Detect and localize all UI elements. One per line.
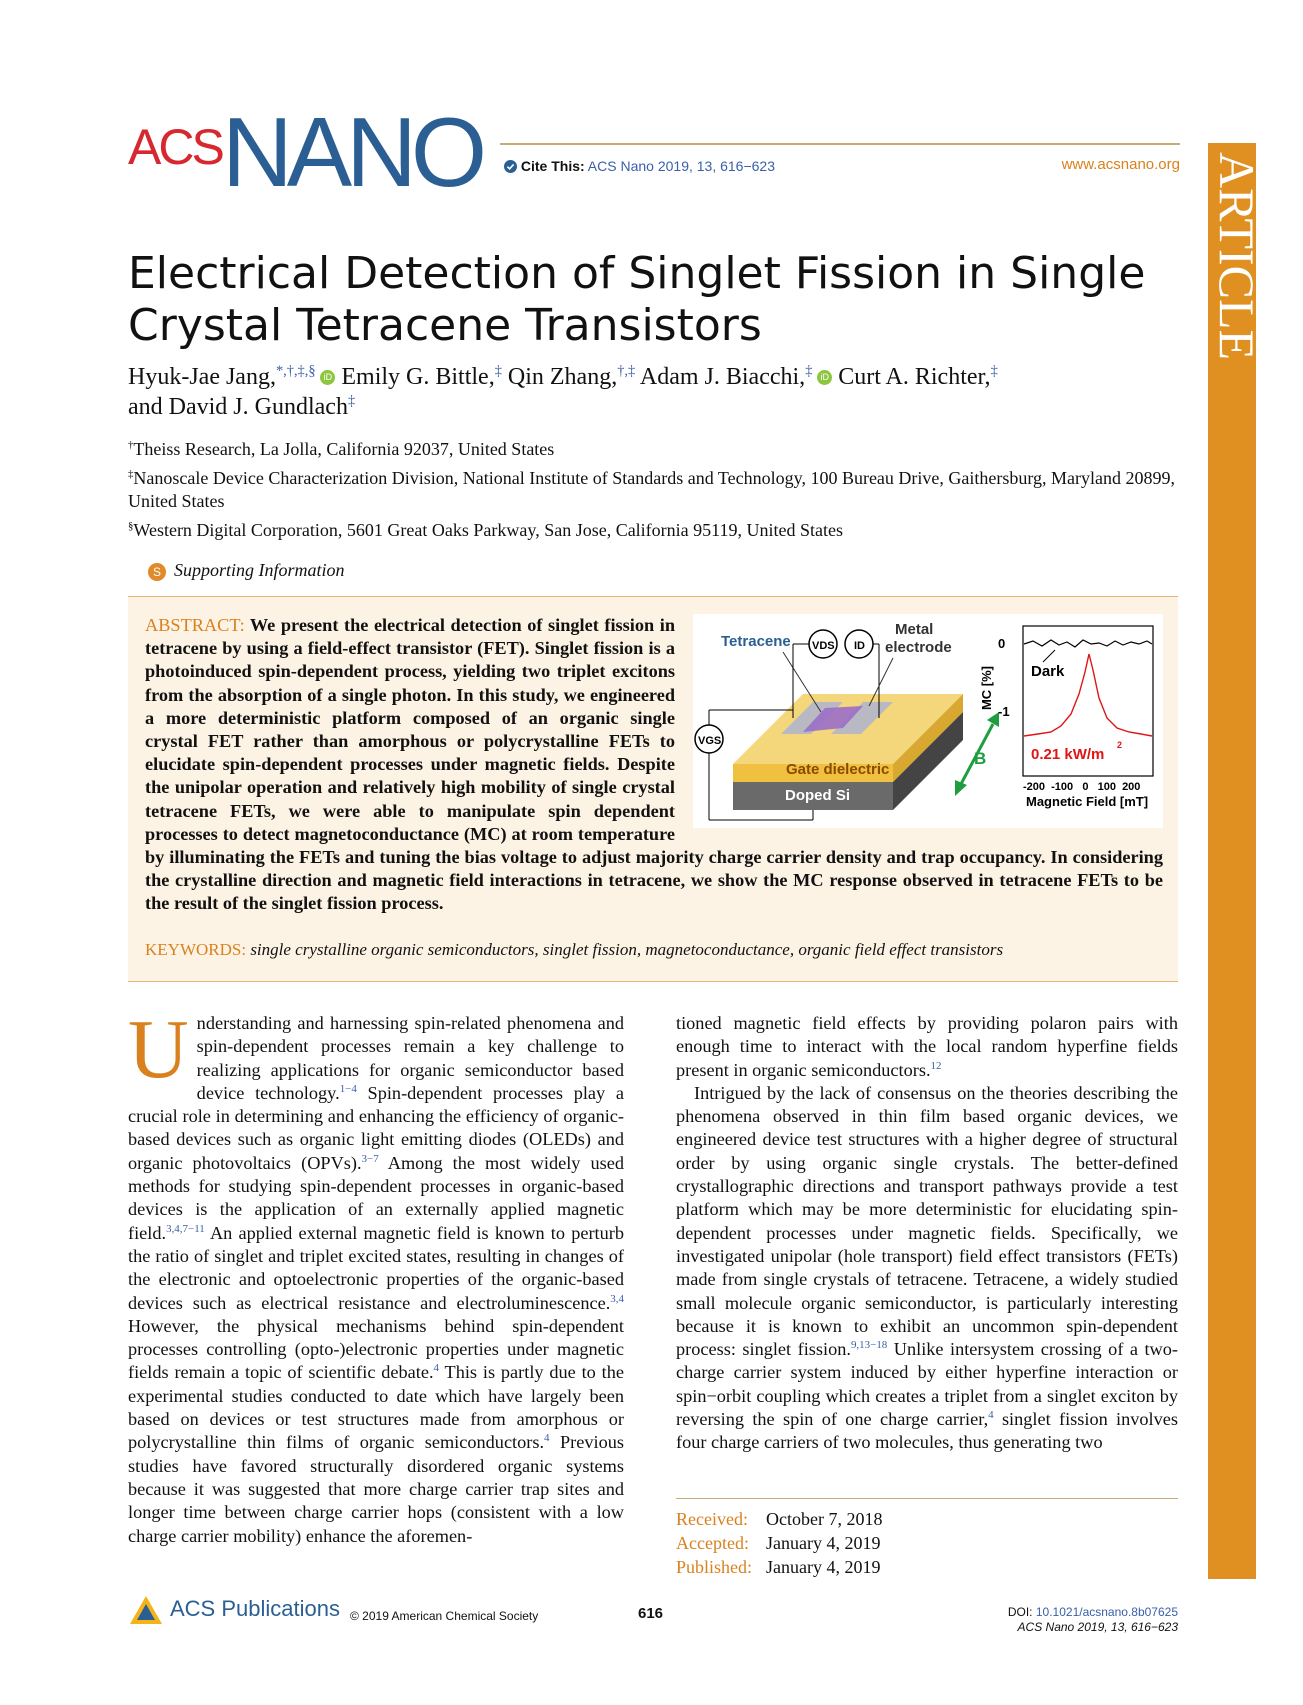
supporting-info-link[interactable]: S Supporting Information [148, 560, 345, 581]
page-number: 616 [638, 1605, 664, 1622]
publisher-name[interactable]: ACS Publications [170, 1596, 340, 1621]
copyright: © 2019 American Chemical Society [350, 1609, 539, 1623]
logo-acs-text: ACS [128, 119, 222, 175]
citation-ref[interactable]: 4 [433, 1362, 440, 1375]
author-name: Curt A. Richter, [838, 364, 991, 390]
keywords [145, 940, 1163, 960]
date-accepted: Accepted: January 4, 2019 [676, 1533, 881, 1553]
acs-publications-icon [128, 1594, 164, 1626]
author-affiliation-mark[interactable]: ‡ [990, 363, 998, 379]
date-published: Published: January 4, 2019 [676, 1557, 881, 1577]
svg-text:Metal: Metal [895, 621, 934, 638]
author-name: Hyuk-Jae Jang, [128, 364, 276, 390]
svg-text:Doped Si: Doped Si [785, 787, 851, 804]
svg-text:0.21 kW/m: 0.21 kW/m [1031, 746, 1105, 763]
affiliation-2: ‡Nanoscale Device Characterization Division, National Institute of Standards and Technology, 100 Bureau Drive, Gaithersburg, Maryland 20899, United States [128, 468, 1176, 511]
svg-text:-200 -100 0 100 200: -200 -100 0 100 200 [1023, 781, 1141, 793]
citation-ref[interactable]: 3,4 [610, 1292, 624, 1305]
svg-text:ID: ID [854, 640, 865, 652]
citation-ref[interactable]: 4 [544, 1432, 550, 1445]
date-received: Received: October 7, 2018 [676, 1509, 883, 1529]
abstract-label: ABSTRACT: [145, 615, 245, 635]
cite-this[interactable] [504, 158, 775, 174]
svg-text:Magnetic Field [mT]: Magnetic Field [mT] [1026, 794, 1149, 809]
doi-link[interactable]: 10.1021/acsnano.8b07625 [1035, 1605, 1178, 1619]
body-paragraph-2: tioned magnetic field effects by providing polaron pairs with enough time to interact with the local random hyperfine fields present in organic semiconductors.$^{12}$ [676, 1013, 1178, 1080]
svg-text:MC [%]: MC [%] [979, 665, 994, 711]
orcid-icon[interactable]: iD [817, 370, 832, 385]
journal-reference: ACS Nano 2019, 13, 616−623 [1017, 1620, 1178, 1634]
header-divider [500, 143, 1180, 145]
citation-ref[interactable]: 1−4 [339, 1082, 357, 1095]
supporting-info-icon: S [148, 563, 166, 581]
author-list [128, 362, 1188, 422]
author-affiliation-mark[interactable]: ‡ [494, 363, 502, 379]
svg-text:-1: -1 [998, 704, 1010, 719]
svg-text:VGS: VGS [698, 735, 722, 747]
keywords-label: KEYWORDS: [145, 940, 247, 959]
abstract-text: We present the electrical detection of singlet fission in tetracene by using a field-effect transistor (FET). Singlet fission is a photoinduced spin-dependent process, yielding two triplet excitons from the absorption of a single photon. In this study, we engineered a more deterministic platform composed of an organic single crystal FET rather than amorphous or polycrystalline FETs to elucidate spin-dependent processes under magnetic fields. Despite the unipolar operation and relatively high mobility of single crystal tetracene FETs, we were able to manipulate spin dependent processes to detect magnetoconductance (MC) at room temperature by illuminating the FETs and tuning the bias voltage to adjust majority charge carrier density and trap occupancy. In considering the crystalline direction and magnetic field interactions in tetracene, we show the MC response observed in tetracene FETs to be the result of the singlet fission process. [145, 615, 1163, 914]
author-affiliation-mark[interactable]: ‡ [347, 393, 356, 409]
cite-reference[interactable]: ACS Nano 2019, 13, 616−623 [587, 158, 775, 174]
svg-text:B: B [974, 749, 987, 768]
svg-text:0: 0 [998, 636, 1006, 651]
keywords-text: single crystalline organic semiconductors, singlet fission, magnetoconductance, organic field effect transistors [250, 940, 1004, 959]
check-circle-icon [504, 160, 517, 173]
citation-ref[interactable]: 4 [988, 1408, 994, 1421]
svg-text:VDS: VDS [812, 640, 835, 652]
author-name: Qin Zhang, [507, 364, 618, 390]
affiliation-3: §Western Digital Corporation, 5601 Great Oaks Parkway, San Jose, California 95119, United States [128, 520, 843, 540]
body-column-1 [128, 1003, 624, 1548]
author-affiliation-mark[interactable]: ‡ [805, 363, 813, 379]
website-link[interactable]: www.acsnano.org [1061, 156, 1180, 173]
cite-label: Cite This: [520, 158, 585, 174]
author-affiliation-mark[interactable]: †,‡ [617, 363, 636, 379]
svg-text:electrode: electrode [885, 639, 952, 656]
dates-divider [676, 1498, 1178, 1499]
svg-text:Tetracene: Tetracene [721, 633, 791, 650]
abstract [145, 614, 1163, 916]
article-side-label [1206, 148, 1265, 398]
author-name: and David J. Gundlach [128, 394, 348, 420]
article-title: Electrical Detection of Singlet Fission in Single Crystal Tetracene Transistors [128, 248, 1146, 351]
author-name: Adam J. Biacchi, [639, 364, 806, 390]
citation-ref[interactable]: 3−7 [361, 1152, 379, 1165]
svg-text:2: 2 [1117, 740, 1123, 750]
journal-logo [128, 97, 498, 207]
author-name: Emily G. Bittle, [341, 364, 495, 390]
body-column-2 [676, 1012, 1178, 1455]
drop-cap: U [128, 1003, 189, 1096]
affiliation-1: †Theiss Research, La Jolla, California 92037, United States [128, 439, 555, 459]
citation-ref[interactable]: 9,13−18 [850, 1339, 888, 1352]
svg-text:Gate dielectric: Gate dielectric [786, 761, 890, 778]
citation-ref[interactable]: 12 [930, 1059, 942, 1072]
body-paragraph-3: Intrigued by the lack of consensus on the theories describing the phenomena observed in thin film based organic devices, we engineered device test structures with a higher degree of structural order by using organic single crystals. The better-defined crystallographic directions and transport pathways provide a test platform which may be more deterministic for elucidating spin-dependent processes under magnetic fields. Specifically, we investigated unipolar (hole transport) field effect transistors (FETs) made from single crystals of tetracene. Tetracene, a widely studied small molecule organic semiconductor, is particularly interesting because it is known to exhibit an uncommon spin-dependent process: singlet fission.$^{9,13-18}$ Unlike intersystem crossing of a two-charge carrier system induced by either hyperfine interaction or spin−orbit coupling which creates a triplet from a singlet exciton by reversing the spin of one charge carrier,$^4$ singlet fission involves four charge carriers of two molecules, thus generating two [676, 1082, 1178, 1453]
toc-graphic [693, 614, 1163, 828]
svg-text:Dark: Dark [1031, 663, 1065, 680]
side-label-text: ARTICLE [1209, 152, 1265, 361]
doi-block: DOI: 10.1021/acsnano.8b07625 ACS Nano 2019, 13, 616−623 [1007, 1605, 1178, 1634]
body-paragraph-1: nderstanding and harnessing spin-related phenomena and spin-dependent processes remain a key challenge to realizing applications for organic semiconductor based device technology.$^{1-4}$ Spin-dependent processes play a crucial role in determining and enhancing the efficiency of organic-based devices such as organic light emitting diodes (OLEDs) and organic photovoltaics (OPVs).$^{3-7}$ Among the most widely used methods for studying spin-dependent processes in organic-based devices is the application of an externally applied magnetic field.$^{3,4,7-11}$ An applied external magnetic field is known to perturb the ratio of singlet and triplet excited states, resulting in changes of the electronic and optoelectronic properties of the organic-based devices such as electrical resistance and electroluminescence.$^{3,4}$ However, the physical mechanisms behind spin-dependent processes controlling (opto-)electronic properties under magnetic fields remain a topic of scientific debate.$^4$ This is partly due to the experimental studies conducted to date which have largely been based on devices or test structures made from amorphous or polycrystalline thin films of organic semiconductors.$^4$ Previous studies have favored structurally disordered organic systems because it was suggested that more charge carrier trap sites and longer time between charge carrier hops (consistent with a low charge carrier mobility) enhance the aforemen- [128, 1013, 624, 1546]
logo-nano-text: NANO [222, 97, 482, 207]
citation-ref[interactable]: 3,4,7−11 [166, 1222, 205, 1235]
orcid-icon[interactable]: iD [320, 370, 335, 385]
author-affiliation-mark[interactable]: *,†,‡,§ [275, 363, 316, 379]
